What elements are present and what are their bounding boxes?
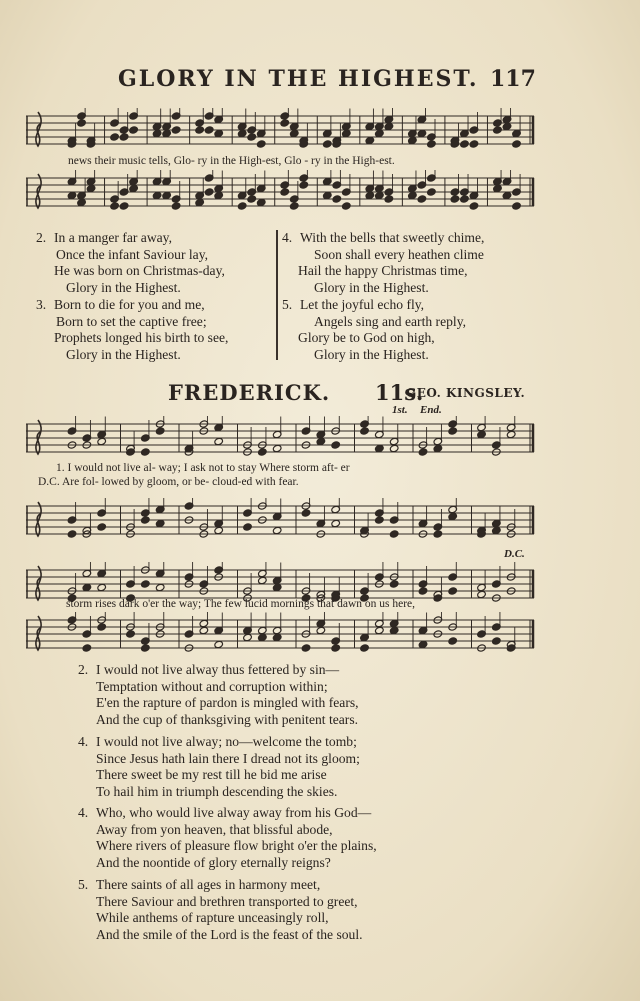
note-head — [322, 191, 332, 199]
clef-icon — [36, 502, 41, 536]
note-head — [342, 129, 352, 137]
column-divider — [276, 230, 278, 360]
clef-icon — [36, 566, 41, 600]
tune-name: FREDERICK. — [168, 380, 331, 405]
note-head — [272, 583, 282, 591]
note-head — [141, 448, 151, 456]
note-head — [506, 430, 516, 438]
verse-line: With the bells that sweetly chime, — [300, 230, 485, 245]
note-head — [389, 444, 399, 452]
hymn2-system2-bass-staff — [26, 612, 536, 660]
note-head — [316, 437, 326, 445]
verse-line: Glory in the Highest. — [314, 279, 429, 295]
note-head — [129, 126, 139, 134]
note-head — [162, 191, 172, 199]
note-head — [67, 191, 77, 199]
verse-number: 4. — [78, 805, 89, 820]
note-head — [365, 191, 375, 199]
note-head — [384, 122, 394, 130]
note-head — [477, 430, 487, 438]
verse-line: He was born on Christmas-day, — [54, 263, 225, 278]
verse-line: Hail the happy Christmas time, — [298, 263, 468, 278]
verse-line: There Saviour and brethren transported to greet, — [96, 893, 358, 909]
note-head — [141, 580, 151, 588]
hymn1-lyric-line: news their music tells, Glo- ry in the High-est, Glo - ry in the High-est. — [68, 155, 395, 167]
verse-line: Who, who would live alway away from his God— — [96, 805, 372, 820]
note-head — [512, 202, 522, 210]
note-head — [331, 441, 341, 449]
note-head — [448, 637, 458, 645]
note-head — [119, 202, 129, 210]
note-head — [162, 129, 172, 137]
note-head — [433, 444, 443, 452]
note-head — [316, 626, 326, 634]
note-head — [360, 644, 370, 652]
dc-mark: D.C. — [504, 548, 525, 560]
note-head — [247, 133, 257, 141]
note-head — [389, 580, 399, 588]
note-head — [469, 202, 479, 210]
verse-line: And the cup of thanksgiving with penitent tears. — [96, 711, 359, 727]
note-head — [427, 140, 437, 148]
note-head — [97, 623, 107, 631]
hymn1-bass-staff — [26, 170, 536, 218]
note-head — [492, 637, 502, 645]
note-head — [155, 427, 165, 435]
note-head — [493, 126, 503, 134]
note-head — [360, 427, 370, 435]
note-head — [301, 509, 311, 517]
verse-line: Let the joyful echo fly, — [300, 297, 425, 312]
note-head — [171, 202, 181, 210]
end-mark: End. — [420, 404, 442, 416]
note-head — [195, 198, 205, 206]
first-ending-mark: 1st. — [392, 404, 408, 416]
clef-icon — [36, 174, 41, 208]
hymn1-treble-staff — [26, 108, 536, 156]
hymn1-verse-3 — [36, 297, 228, 363]
note-head — [214, 191, 224, 199]
verse-line: There saints of all ages in harmony meet, — [96, 877, 321, 892]
verse-number: 2. — [36, 230, 47, 245]
meter: 11s. — [375, 380, 424, 405]
verse-number: 3. — [36, 297, 47, 312]
verse-line: Once the infant Saviour lay, — [56, 246, 209, 262]
hymn2-lyric-line-2: D.C. Are fol- lowed by gloom, or be- cloud-ed with fear. — [38, 476, 299, 488]
verse-line: In a manger far away, — [54, 230, 172, 245]
note-head — [214, 526, 224, 534]
verse-line: Glory be to God on high, — [298, 330, 435, 345]
hymn1-verse-4 — [282, 230, 484, 296]
note-head — [258, 576, 268, 584]
note-head — [375, 626, 385, 634]
note-head — [204, 188, 214, 196]
note-head — [214, 437, 224, 445]
note-head — [502, 191, 512, 199]
hymn2-lyric-line-1: 1. I would not live al- way; I ask not to stay Where storm aft- er — [56, 462, 350, 474]
clef-icon — [36, 420, 41, 454]
verse-line: There sweet be my rest till he bid me arise — [96, 767, 327, 782]
note-head — [256, 140, 266, 148]
note-head — [418, 587, 428, 595]
note-head — [460, 195, 470, 203]
verse-number: 5. — [282, 297, 293, 312]
note-head — [97, 583, 107, 591]
note-head — [129, 184, 139, 192]
verse-line: I would not live alway; no—welcome the tomb; — [96, 734, 357, 749]
verse-line: Glory in the Highest. — [66, 346, 181, 362]
note-head — [152, 129, 162, 137]
note-head — [301, 644, 311, 652]
note-head — [389, 530, 399, 538]
hymn2-system1-bass-staff — [26, 498, 536, 546]
note-head — [460, 140, 470, 148]
note-head — [280, 119, 290, 127]
verse-line: To hail him in triumph descending the skies. — [96, 783, 338, 799]
note-head — [195, 126, 205, 134]
composer: GEO. KINGSLEY. — [406, 386, 526, 400]
note-head — [237, 202, 247, 210]
verse-number: 5. — [78, 877, 89, 892]
hymn2-system1-treble-staff — [26, 416, 536, 464]
note-head — [417, 129, 427, 137]
note-head — [502, 122, 512, 130]
page-title: GLORY IN THE HIGHEST. — [118, 66, 479, 92]
note-head — [256, 198, 266, 206]
note-head — [450, 195, 460, 203]
note-head — [110, 202, 120, 210]
note-head — [237, 129, 247, 137]
note-head — [384, 195, 394, 203]
note-head — [389, 626, 399, 634]
clef-icon — [36, 112, 41, 146]
note-head — [258, 448, 268, 456]
note-head — [82, 583, 92, 591]
verse-line: Temptation without and corruption within; — [96, 678, 328, 694]
verse-line: Glory in the Highest. — [314, 346, 429, 362]
note-head — [433, 530, 443, 538]
hymn1-verse-5 — [282, 297, 466, 363]
verse-line: Angels sing and earth reply, — [314, 313, 467, 329]
verse-number: 2. — [78, 662, 89, 677]
note-head — [448, 427, 458, 435]
note-head — [119, 133, 129, 141]
note-head — [247, 195, 257, 203]
note-head — [77, 198, 87, 206]
note-head — [365, 136, 375, 144]
note-head — [272, 633, 282, 641]
note-head — [493, 184, 503, 192]
verse-number: 4. — [282, 230, 293, 245]
note-head — [97, 437, 107, 445]
verse-line: Glory in the Highest. — [66, 279, 181, 295]
note-head — [332, 195, 342, 203]
note-head — [243, 633, 253, 641]
note-head — [492, 526, 502, 534]
note-head — [204, 126, 214, 134]
note-head — [82, 644, 92, 652]
note-head — [375, 191, 385, 199]
note-head — [97, 523, 107, 531]
note-head — [418, 640, 428, 648]
note-head — [272, 526, 282, 534]
note-head — [469, 140, 479, 148]
note-head — [289, 202, 299, 210]
verse-line: Born to set the captive free; — [56, 313, 207, 329]
note-head — [448, 512, 458, 520]
note-head — [86, 184, 96, 192]
note-head — [512, 140, 522, 148]
note-head — [448, 587, 458, 595]
note-head — [322, 140, 332, 148]
note-head — [408, 191, 418, 199]
verse-line: And the noontide of glory eternally reigns? — [96, 854, 331, 870]
note-head — [375, 516, 385, 524]
hymn2-verse-5 — [78, 877, 363, 943]
note-head — [199, 626, 209, 634]
note-head — [110, 133, 120, 141]
note-head — [280, 188, 290, 196]
verse-line: Where rivers of pleasure flow bright o'er the plains, — [96, 838, 377, 853]
note-head — [477, 590, 487, 598]
hymn2-verse-4a — [78, 734, 360, 800]
note-head — [299, 181, 309, 189]
note-head — [141, 644, 151, 652]
note-head — [331, 644, 341, 652]
verse-line: And the smile of the Lord is the feast of the soul. — [96, 926, 363, 942]
clef-icon — [36, 616, 41, 650]
note-head — [408, 136, 418, 144]
note-head — [214, 640, 224, 648]
verse-line: I would not live alway thus fettered by sin— — [96, 662, 340, 677]
note-head — [243, 523, 253, 531]
note-head — [375, 444, 385, 452]
note-head — [214, 129, 224, 137]
verse-line: Prophets longed his birth to see, — [54, 330, 229, 345]
hymn2-verse-2 — [78, 662, 359, 728]
note-head — [258, 633, 268, 641]
note-head — [418, 448, 428, 456]
hymn2-lyric-line-3: storm rises dark o'er the way; The few lucid mornings that dawn on us here, — [66, 598, 416, 610]
verse-line: While anthems of rapture unceasingly roll, — [96, 910, 329, 925]
note-head — [417, 195, 427, 203]
note-head — [152, 191, 162, 199]
note-head — [171, 126, 181, 134]
note-head — [77, 119, 87, 127]
note-head — [155, 583, 165, 591]
hymn2-verse-4b — [78, 805, 377, 871]
verse-line: Since Jesus hath lain there I dread not its gloom; — [96, 750, 360, 766]
verse-line: Away from yon heaven, that blissful abode, — [96, 821, 333, 837]
note-head — [427, 188, 437, 196]
note-head — [155, 519, 165, 527]
note-head — [342, 202, 352, 210]
verse-number: 4. — [78, 734, 89, 749]
verse-line: Born to die for you and me, — [54, 297, 205, 312]
page-number: 117 — [490, 66, 536, 92]
verse-line: Soon shall every heathen clime — [314, 246, 484, 262]
note-head — [141, 516, 151, 524]
note-head — [375, 129, 385, 137]
note-head — [272, 444, 282, 452]
verse-line: E'en the rapture of pardon is mingled with fears, — [96, 695, 359, 710]
hymn1-verse-2 — [36, 230, 225, 296]
note-head — [126, 630, 136, 638]
note-head — [67, 530, 77, 538]
note-head — [289, 129, 299, 137]
note-head — [331, 519, 341, 527]
